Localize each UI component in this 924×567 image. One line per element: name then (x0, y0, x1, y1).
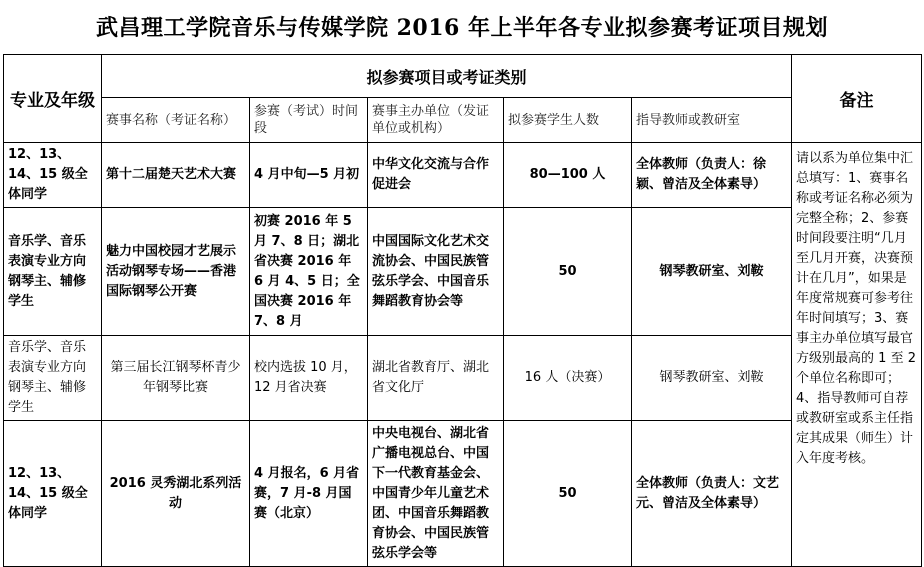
student-count-cell: 50 (504, 208, 632, 336)
major-grade-header: 专业及年级 (4, 55, 102, 143)
table-row (4, 208, 922, 336)
competition-name-cell: 第三届长江钢琴杯青少年钢琴比赛 (102, 336, 250, 421)
competition-name-cell: 第十二届楚天艺术大赛 (102, 143, 250, 208)
student-count-cell: 16 人（决赛） (504, 336, 632, 421)
time-period-cell: 4 月中旬—5 月初 (250, 143, 368, 208)
organizer-cell: 湖北省教育厅、湖北省文化厅 (368, 336, 504, 421)
time-period-cell: 4 月报名，6 月省赛，7 月-8 月国赛（北京） (250, 421, 368, 567)
student-count-header: 拟参赛学生人数 (504, 98, 632, 143)
organizer-cell: 中国国际文化艺术交流协会、中国民族管弦乐学会、中国音乐舞蹈教育协会等 (368, 208, 504, 336)
organizer-cell: 中央电视台、湖北省广播电视总台、中国下一代教育基金会、中国青少年儿童艺术团、中国音乐舞蹈教育协会、中国民族管弦乐学会等 (368, 421, 504, 567)
competition-name-cell: 魅力中国校园才艺展示活动钢琴专场——香港国际钢琴公开赛 (102, 208, 250, 336)
table-row (4, 421, 922, 567)
project-plan-table (3, 54, 922, 567)
student-count-cell: 50 (504, 421, 632, 567)
time-period-header: 参赛（考试）时间段 (250, 98, 368, 143)
major-cell: 12、13、14、15 级全体同学 (4, 143, 102, 208)
major-cell: 音乐学、音乐表演专业方向钢琴主、辅修学生 (4, 336, 102, 421)
table-row (4, 143, 922, 208)
instructor-cell: 全体教师（负责人：文艺元、曾洁及全体素导） (632, 421, 792, 567)
header-row-sub (4, 98, 922, 143)
header-row-main (4, 55, 922, 98)
remark-cell: 请以系为单位集中汇总填写：1、赛事名称或考证名称必须为完整全称；2、参赛时间段要注明“几月至几月开赛，决赛预计在几月”，如果是年度常规赛可参考往年时间填写；3、赛事主办单位填写最官方级别最高的 1 至 2 个单位名称即可；4、指导教师可自荐或教研室或系主任指定其成果（师生）计入年度考核。 (792, 143, 922, 567)
instructor-header: 指导教师或教研室 (632, 98, 792, 143)
competition-name-cell: 2016 灵秀湖北系列活动 (102, 421, 250, 567)
instructor-cell: 全体教师（负责人：徐颖、曾洁及全体素导） (632, 143, 792, 208)
instructor-cell: 钢琴教研室、刘鞍 (632, 208, 792, 336)
student-count-cell: 80—100 人 (504, 143, 632, 208)
major-cell: 音乐学、音乐表演专业方向钢琴主、辅修学生 (4, 208, 102, 336)
time-period-cell: 初赛 2016 年 5 月 7、8 日；湖北省决赛 2016 年 6 月 4、5 日；全国决赛 2016 年 7、8 月 (250, 208, 368, 336)
project-group-header: 拟参赛项目或考证类别 (102, 55, 792, 98)
organizer-cell: 中华文化交流与合作促进会 (368, 143, 504, 208)
instructor-cell: 钢琴教研室、刘鞍 (632, 336, 792, 421)
page-title: 武昌理工学院音乐与传媒学院 2016 年上半年各专业拟参赛考证项目规划 (95, 14, 829, 41)
remark-header: 备注 (792, 55, 922, 143)
time-period-cell: 校内选拔 10 月，12 月省决赛 (250, 336, 368, 421)
table-row (4, 336, 922, 421)
major-cell: 12、13、14、15 级全体同学 (4, 421, 102, 567)
organizer-header: 赛事主办单位（发证单位或机构） (368, 98, 504, 143)
competition-name-header: 赛事名称（考证名称） (102, 98, 250, 143)
